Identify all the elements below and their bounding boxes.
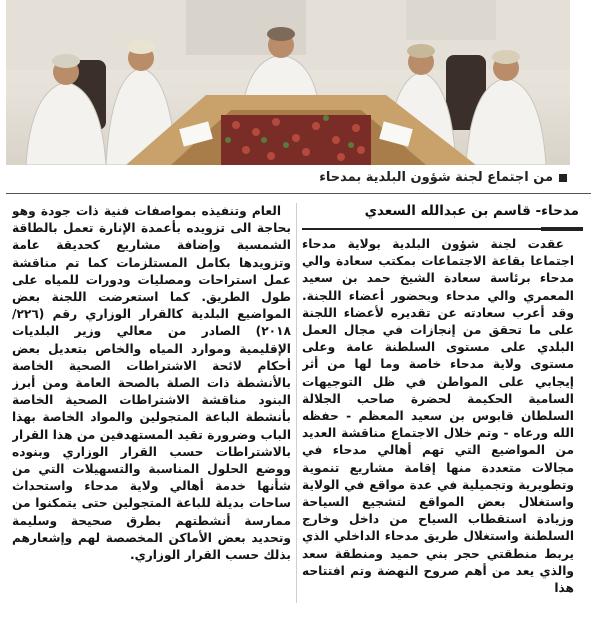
byline-underline-accent: [541, 227, 583, 231]
article-column-right: [302, 236, 574, 618]
article-paragraph: عقدت لجنة شؤون البلدية بولاية مدحاء اجتماعا بقاعة الاجتماعات بمكتب سعادة والي مدحاء برئاسة سعادة الشيخ حمد بن سعيد المعمري والي مدحاء وبحضور أعضاء اللجنة. وقد أعرب سعادته عن تقديره لأعضاء اللجنة على ما تحقق من إنجازات في مجال العمل البلدي على مستوى السلطنة عامة وعلى مستوى ولاية مدحاء خاصة وما لها من أثر إيجابي على المواطن في ظل التوجيهات السامية الحكيمة لحضرة صاحب الجلالة السلطان قابوس بن سعيد المعظم - حفظه الله ورعاه - وتم خلال الاجتماع مناقشة العديد من المواضيع التي تهم أهالي مدحاء في مجالات متعددة منها إقامة مشاريع تنموية وتطويرية وتجميلية في عدة مواقع في الولاية واستغلال بعض المواقع لتشجيع السياحة وزيادة استقطاب السياح من داخل وخارج السلطنة واستغلال طريق مدحاء الداخلي الذي يربط منطقتي حجر بني حميد ومنطقة سعد والذي يعد من أهم صروح النهضة وتم افتتاحه هذا: [302, 237, 574, 596]
article-column-left: [12, 203, 291, 607]
cut-off-next-headline: [0, 610, 597, 625]
caption-divider: [6, 193, 591, 194]
meeting-photo: [6, 0, 570, 165]
byline-underline: [302, 228, 583, 230]
article-paragraph: العام وتنفيذه بمواصفات فنية ذات جودة وهو بحاجة الى تزويده بأعمدة الإنارة تعمل بالطاقة الشمسية وإضافة مشاريع كحديقة عامة وتزويدها بكامل المستلزمات كما تم مناقشة عمل استراحات ومصليات ودورات للمياه على طول الطريق. كما استعرضت اللجنة بعض المواضيع البلدية كالقرار الوزاري رقم (٢٢٦/ ٢٠١٨) الصادر من معالي وزير البلديات الإقليمية وموارد المياه والخاص بتعديل بعض أحكام لائحة الاشتراطات الصحية الخاصة بالأنشطة ذات الصلة بالصحة العامة ومن أبرز البنود مناقشة الاشتراطات الصحية الخاصة بأنشطة الباعة المتجولين والمواد الخاصة بهذا الباب وضرورة تقيد المستهدفين من هذا القرار بالاشتراطات حسب القرار الوزاري وبنوده ووضع الحلول المناسبة والتسهيلات التي من شأنها خدمة أهالي ولاية مدحاء واستحداث ساحات بديلة للباعة المتجولين حتى يتمكنوا من ممارسة أنشطتهم بطرق صحيحة وسليمة وتحديد بعض الأماكن المخصصة لهم وإشعارهم بذلك حسب القرار الوزاري.: [12, 204, 291, 563]
column-divider: [296, 203, 297, 603]
byline: مدحاء- قاسم بن عبدالله السعدي: [364, 203, 579, 219]
photo-caption-text: من اجتماع لجنة شؤون البلدية بمدحاء: [319, 170, 553, 185]
caption-bullet-icon: [559, 174, 567, 182]
photo-caption: [319, 170, 567, 185]
meeting-photo-illustration: [6, 0, 570, 165]
